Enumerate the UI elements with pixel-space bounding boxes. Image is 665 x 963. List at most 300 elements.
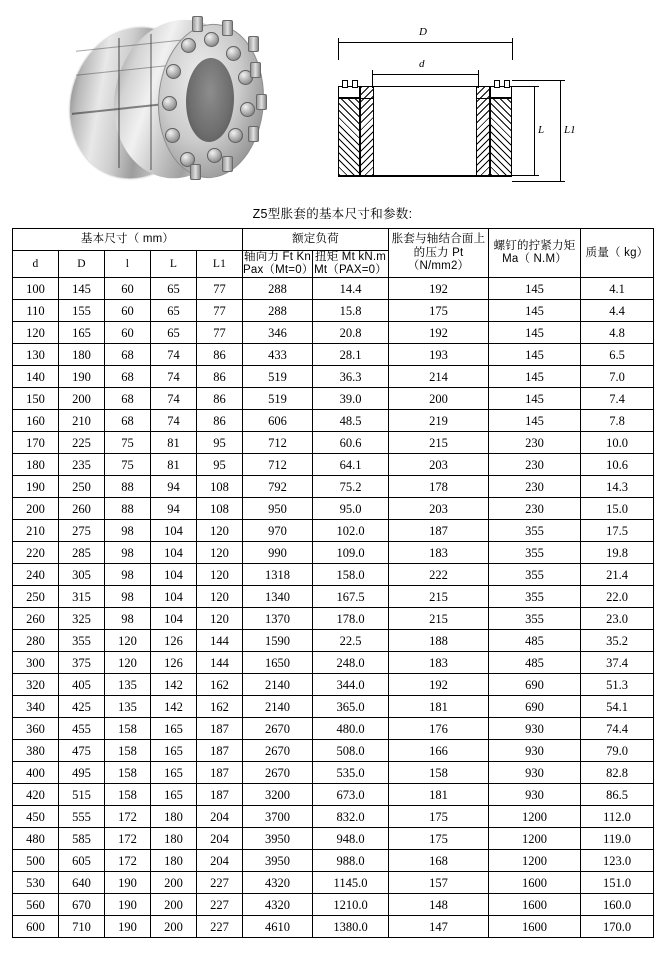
table-row <box>13 388 654 410</box>
cell-Ma: 930 <box>489 762 581 784</box>
cell-l: 60 <box>105 278 151 300</box>
cell-L: 65 <box>151 278 197 300</box>
cell-Pt: 175 <box>389 806 489 828</box>
cell-L1: 86 <box>197 366 243 388</box>
cell-L: 104 <box>151 542 197 564</box>
cell-Pt: 147 <box>389 916 489 938</box>
cell-l: 120 <box>105 630 151 652</box>
cell-L1: 86 <box>197 344 243 366</box>
cell-d: 220 <box>13 542 59 564</box>
cell-L: 104 <box>151 520 197 542</box>
cell-l: 98 <box>105 586 151 608</box>
cell-d: 190 <box>13 476 59 498</box>
label-d: d <box>419 58 425 70</box>
cell-Ma: 1600 <box>489 872 581 894</box>
cell-kg: 14.3 <box>581 476 654 498</box>
cell-D: 235 <box>59 454 105 476</box>
spec-table-wrap <box>0 228 665 938</box>
cell-L: 74 <box>151 344 197 366</box>
cell-Ft: 1340 <box>243 586 313 608</box>
header-col-d: d <box>13 251 59 278</box>
cell-D: 155 <box>59 300 105 322</box>
cell-L1: 227 <box>197 894 243 916</box>
cell-L1: 120 <box>197 564 243 586</box>
cell-L: 65 <box>151 322 197 344</box>
cell-l: 98 <box>105 564 151 586</box>
cell-l: 88 <box>105 498 151 520</box>
cell-Pt: 215 <box>389 432 489 454</box>
cell-Mt: 535.0 <box>313 762 389 784</box>
header-torque: 扭矩 Mt kN.m Mt（PAX=0） <box>314 251 387 277</box>
table-row <box>13 322 654 344</box>
cell-Mt: 248.0 <box>313 652 389 674</box>
cell-d: 200 <box>13 498 59 520</box>
cell-Pt: 183 <box>389 542 489 564</box>
cell-L: 200 <box>151 894 197 916</box>
cell-L1: 108 <box>197 498 243 520</box>
cell-l: 98 <box>105 520 151 542</box>
cell-d: 120 <box>13 322 59 344</box>
cell-Pt: 175 <box>389 828 489 850</box>
cell-kg: 4.1 <box>581 278 654 300</box>
cell-Pt: 200 <box>389 388 489 410</box>
cell-kg: 7.8 <box>581 410 654 432</box>
cell-l: 190 <box>105 894 151 916</box>
cell-L1: 187 <box>197 718 243 740</box>
table-row <box>13 344 654 366</box>
cell-Ft: 288 <box>243 278 313 300</box>
cell-l: 135 <box>105 696 151 718</box>
cell-D: 315 <box>59 586 105 608</box>
cell-d: 500 <box>13 850 59 872</box>
cell-D: 190 <box>59 366 105 388</box>
cell-Mt: 64.1 <box>313 454 389 476</box>
table-row <box>13 410 654 432</box>
header-screw-torque: 螺钉的拧紧力矩 Ma（ N.M） <box>489 229 581 278</box>
cell-Pt: 215 <box>389 586 489 608</box>
cell-Mt: 1210.0 <box>313 894 389 916</box>
table-caption: Z5型胀套的基本尺寸和参数: <box>252 207 413 221</box>
cell-Mt: 60.6 <box>313 432 389 454</box>
cell-l: 98 <box>105 542 151 564</box>
figures-row <box>0 0 665 200</box>
cell-d: 170 <box>13 432 59 454</box>
cell-l: 190 <box>105 872 151 894</box>
cell-D: 425 <box>59 696 105 718</box>
cell-L: 165 <box>151 718 197 740</box>
cell-d: 160 <box>13 410 59 432</box>
cell-Mt: 48.5 <box>313 410 389 432</box>
cell-Pt: 214 <box>389 366 489 388</box>
cell-L: 65 <box>151 300 197 322</box>
cell-D: 145 <box>59 278 105 300</box>
cell-l: 68 <box>105 410 151 432</box>
cell-d: 210 <box>13 520 59 542</box>
cell-Mt: 28.1 <box>313 344 389 366</box>
cell-Mt: 75.2 <box>313 476 389 498</box>
cell-Mt: 508.0 <box>313 740 389 762</box>
spec-table <box>12 228 654 938</box>
cell-L: 165 <box>151 784 197 806</box>
cell-D: 225 <box>59 432 105 454</box>
cell-Pt: 166 <box>389 740 489 762</box>
cell-L1: 204 <box>197 828 243 850</box>
cell-Ma: 355 <box>489 608 581 630</box>
cell-Ma: 355 <box>489 586 581 608</box>
cell-kg: 37.4 <box>581 652 654 674</box>
cell-d: 100 <box>13 278 59 300</box>
cell-kg: 17.5 <box>581 520 654 542</box>
cell-Pt: 168 <box>389 850 489 872</box>
header-rated-load: 额定负荷 <box>243 229 389 251</box>
cell-l: 60 <box>105 300 151 322</box>
cell-D: 200 <box>59 388 105 410</box>
cell-Ft: 1650 <box>243 652 313 674</box>
table-row <box>13 762 654 784</box>
cell-Ma: 930 <box>489 718 581 740</box>
cell-Pt: 215 <box>389 608 489 630</box>
cell-Mt: 95.0 <box>313 498 389 520</box>
cell-L: 74 <box>151 366 197 388</box>
cell-Ma: 230 <box>489 476 581 498</box>
cell-l: 98 <box>105 608 151 630</box>
table-row <box>13 850 654 872</box>
table-row <box>13 828 654 850</box>
cell-L: 104 <box>151 564 197 586</box>
cell-d: 340 <box>13 696 59 718</box>
cell-kg: 21.4 <box>581 564 654 586</box>
cell-L1: 227 <box>197 916 243 938</box>
table-row <box>13 300 654 322</box>
cell-d: 260 <box>13 608 59 630</box>
cell-Ft: 1370 <box>243 608 313 630</box>
cell-l: 158 <box>105 718 151 740</box>
cell-l: 75 <box>105 432 151 454</box>
cell-L: 104 <box>151 608 197 630</box>
cell-L: 165 <box>151 762 197 784</box>
cell-Mt: 102.0 <box>313 520 389 542</box>
cell-kg: 4.8 <box>581 322 654 344</box>
cell-L1: 187 <box>197 762 243 784</box>
cell-L1: 120 <box>197 542 243 564</box>
table-row <box>13 784 654 806</box>
cell-L1: 86 <box>197 410 243 432</box>
cell-Mt: 832.0 <box>313 806 389 828</box>
cell-Ft: 519 <box>243 366 313 388</box>
cell-Pt: 176 <box>389 718 489 740</box>
header-basic-dims: 基本尺寸（ mm） <box>13 229 243 251</box>
cell-kg: 19.8 <box>581 542 654 564</box>
cell-kg: 79.0 <box>581 740 654 762</box>
cell-l: 172 <box>105 850 151 872</box>
cell-d: 240 <box>13 564 59 586</box>
cell-L: 180 <box>151 806 197 828</box>
cell-d: 180 <box>13 454 59 476</box>
table-row <box>13 806 654 828</box>
cell-Pt: 203 <box>389 454 489 476</box>
header-mass: 质量（ kg） <box>581 229 654 278</box>
cell-Ft: 4320 <box>243 894 313 916</box>
cell-Mt: 20.8 <box>313 322 389 344</box>
cell-d: 450 <box>13 806 59 828</box>
cell-d: 320 <box>13 674 59 696</box>
table-row <box>13 366 654 388</box>
cell-Mt: 344.0 <box>313 674 389 696</box>
cell-Ft: 970 <box>243 520 313 542</box>
cell-Ma: 145 <box>489 278 581 300</box>
cell-D: 605 <box>59 850 105 872</box>
cell-L: 142 <box>151 674 197 696</box>
cell-Pt: 192 <box>389 674 489 696</box>
spec-table-body <box>13 278 654 938</box>
cell-Ma: 230 <box>489 454 581 476</box>
table-row <box>13 608 654 630</box>
table-row <box>13 498 654 520</box>
cell-l: 68 <box>105 344 151 366</box>
cell-l: 158 <box>105 762 151 784</box>
cell-Mt: 480.0 <box>313 718 389 740</box>
cell-Ft: 4610 <box>243 916 313 938</box>
cell-Ft: 792 <box>243 476 313 498</box>
cell-D: 285 <box>59 542 105 564</box>
cell-l: 60 <box>105 322 151 344</box>
cell-L1: 120 <box>197 520 243 542</box>
cell-Ft: 1590 <box>243 630 313 652</box>
cell-Pt: 158 <box>389 762 489 784</box>
cell-L: 200 <box>151 872 197 894</box>
cell-L: 180 <box>151 828 197 850</box>
cell-D: 210 <box>59 410 105 432</box>
cell-L: 81 <box>151 454 197 476</box>
cell-D: 555 <box>59 806 105 828</box>
cell-Ft: 3950 <box>243 850 313 872</box>
cell-l: 158 <box>105 740 151 762</box>
cell-Ft: 3700 <box>243 806 313 828</box>
cell-L1: 144 <box>197 630 243 652</box>
cell-d: 300 <box>13 652 59 674</box>
cell-Ma: 145 <box>489 344 581 366</box>
cell-Mt: 158.0 <box>313 564 389 586</box>
cell-Mt: 22.5 <box>313 630 389 652</box>
cell-L1: 227 <box>197 872 243 894</box>
cell-D: 475 <box>59 740 105 762</box>
header-pressure: 胀套与轴结合面上的压力 Pt（N/mm2） <box>389 229 489 278</box>
cell-Ma: 1200 <box>489 850 581 872</box>
cell-L1: 120 <box>197 608 243 630</box>
cell-Mt: 167.5 <box>313 586 389 608</box>
cell-l: 68 <box>105 388 151 410</box>
cell-d: 360 <box>13 718 59 740</box>
cell-d: 400 <box>13 762 59 784</box>
cell-D: 305 <box>59 564 105 586</box>
table-row <box>13 278 654 300</box>
cell-kg: 151.0 <box>581 872 654 894</box>
cell-L1: 162 <box>197 696 243 718</box>
cell-kg: 54.1 <box>581 696 654 718</box>
cell-D: 585 <box>59 828 105 850</box>
cell-d: 420 <box>13 784 59 806</box>
cell-Pt: 188 <box>389 630 489 652</box>
cell-D: 405 <box>59 674 105 696</box>
cell-kg: 51.3 <box>581 674 654 696</box>
cell-Ft: 1318 <box>243 564 313 586</box>
cell-Pt: 192 <box>389 322 489 344</box>
cell-Ma: 145 <box>489 410 581 432</box>
cell-Ft: 2670 <box>243 762 313 784</box>
table-row <box>13 432 654 454</box>
header-col-L: L <box>151 251 197 278</box>
cell-l: 172 <box>105 806 151 828</box>
cell-L1: 162 <box>197 674 243 696</box>
cell-Pt: 183 <box>389 652 489 674</box>
cell-Ma: 145 <box>489 366 581 388</box>
cell-D: 710 <box>59 916 105 938</box>
cell-L: 165 <box>151 740 197 762</box>
cell-L: 81 <box>151 432 197 454</box>
cell-Mt: 15.8 <box>313 300 389 322</box>
cell-l: 190 <box>105 916 151 938</box>
header-col-D: D <box>59 251 105 278</box>
cell-Mt: 988.0 <box>313 850 389 872</box>
header-col-l: l <box>105 251 151 278</box>
cell-L1: 120 <box>197 586 243 608</box>
cell-L1: 187 <box>197 784 243 806</box>
cell-l: 75 <box>105 454 151 476</box>
cell-Ft: 2670 <box>243 740 313 762</box>
cell-Ma: 145 <box>489 388 581 410</box>
cell-Pt: 157 <box>389 872 489 894</box>
cell-L: 74 <box>151 388 197 410</box>
label-L1: L1 <box>564 124 576 136</box>
cell-l: 88 <box>105 476 151 498</box>
cell-Ma: 145 <box>489 300 581 322</box>
cell-d: 110 <box>13 300 59 322</box>
cell-L1: 144 <box>197 652 243 674</box>
cell-L1: 108 <box>197 476 243 498</box>
technical-drawing <box>320 6 660 201</box>
cell-Mt: 1145.0 <box>313 872 389 894</box>
cell-L1: 187 <box>197 740 243 762</box>
table-row <box>13 916 654 938</box>
table-row <box>13 476 654 498</box>
cell-Mt: 365.0 <box>313 696 389 718</box>
cell-Pt: 222 <box>389 564 489 586</box>
cell-d: 560 <box>13 894 59 916</box>
cell-d: 600 <box>13 916 59 938</box>
cell-D: 325 <box>59 608 105 630</box>
cell-kg: 7.4 <box>581 388 654 410</box>
cell-kg: 160.0 <box>581 894 654 916</box>
cell-L1: 77 <box>197 278 243 300</box>
cell-l: 172 <box>105 828 151 850</box>
cell-D: 670 <box>59 894 105 916</box>
cell-Ma: 485 <box>489 630 581 652</box>
cell-Mt: 1380.0 <box>313 916 389 938</box>
cell-Ft: 3950 <box>243 828 313 850</box>
table-row <box>13 718 654 740</box>
cell-Pt: 181 <box>389 784 489 806</box>
cell-Ma: 355 <box>489 520 581 542</box>
cell-Mt: 109.0 <box>313 542 389 564</box>
cell-kg: 23.0 <box>581 608 654 630</box>
cell-Mt: 14.4 <box>313 278 389 300</box>
cell-Ma: 355 <box>489 564 581 586</box>
cell-kg: 10.0 <box>581 432 654 454</box>
cell-Ft: 519 <box>243 388 313 410</box>
cell-l: 158 <box>105 784 151 806</box>
cell-Mt: 36.3 <box>313 366 389 388</box>
table-row <box>13 652 654 674</box>
cell-Ma: 485 <box>489 652 581 674</box>
cell-kg: 22.0 <box>581 586 654 608</box>
cell-Ma: 930 <box>489 784 581 806</box>
table-row <box>13 454 654 476</box>
cell-D: 640 <box>59 872 105 894</box>
cell-L1: 95 <box>197 432 243 454</box>
table-row <box>13 696 654 718</box>
cell-l: 135 <box>105 674 151 696</box>
table-row <box>13 740 654 762</box>
cell-Ma: 690 <box>489 674 581 696</box>
cell-kg: 119.0 <box>581 828 654 850</box>
cell-Ma: 1200 <box>489 828 581 850</box>
cell-kg: 4.4 <box>581 300 654 322</box>
cell-Pt: 203 <box>389 498 489 520</box>
cell-L: 94 <box>151 498 197 520</box>
cell-kg: 82.8 <box>581 762 654 784</box>
cell-D: 375 <box>59 652 105 674</box>
cell-Pt: 193 <box>389 344 489 366</box>
cell-Ft: 2140 <box>243 696 313 718</box>
label-D: D <box>419 26 427 38</box>
cell-Mt: 178.0 <box>313 608 389 630</box>
cell-Ma: 230 <box>489 432 581 454</box>
cell-L: 74 <box>151 410 197 432</box>
table-row <box>13 674 654 696</box>
table-row <box>13 520 654 542</box>
cell-Pt: 178 <box>389 476 489 498</box>
cell-D: 275 <box>59 520 105 542</box>
cell-Pt: 192 <box>389 278 489 300</box>
cell-Ft: 3200 <box>243 784 313 806</box>
cell-D: 455 <box>59 718 105 740</box>
cell-d: 380 <box>13 740 59 762</box>
cell-L1: 95 <box>197 454 243 476</box>
cell-Pt: 148 <box>389 894 489 916</box>
cell-L: 200 <box>151 916 197 938</box>
cell-L: 104 <box>151 586 197 608</box>
cell-Ma: 1600 <box>489 894 581 916</box>
cell-kg: 170.0 <box>581 916 654 938</box>
table-row <box>13 586 654 608</box>
cell-Ft: 950 <box>243 498 313 520</box>
cell-D: 495 <box>59 762 105 784</box>
cell-Ft: 433 <box>243 344 313 366</box>
cell-Ft: 606 <box>243 410 313 432</box>
cell-kg: 74.4 <box>581 718 654 740</box>
cell-L1: 204 <box>197 806 243 828</box>
cell-L: 142 <box>151 696 197 718</box>
cell-L: 126 <box>151 630 197 652</box>
table-row <box>13 542 654 564</box>
table-row <box>13 894 654 916</box>
cell-Ft: 2670 <box>243 718 313 740</box>
cell-L1: 86 <box>197 388 243 410</box>
cell-kg: 10.6 <box>581 454 654 476</box>
cell-kg: 123.0 <box>581 850 654 872</box>
cell-L1: 77 <box>197 322 243 344</box>
cell-Mt: 673.0 <box>313 784 389 806</box>
